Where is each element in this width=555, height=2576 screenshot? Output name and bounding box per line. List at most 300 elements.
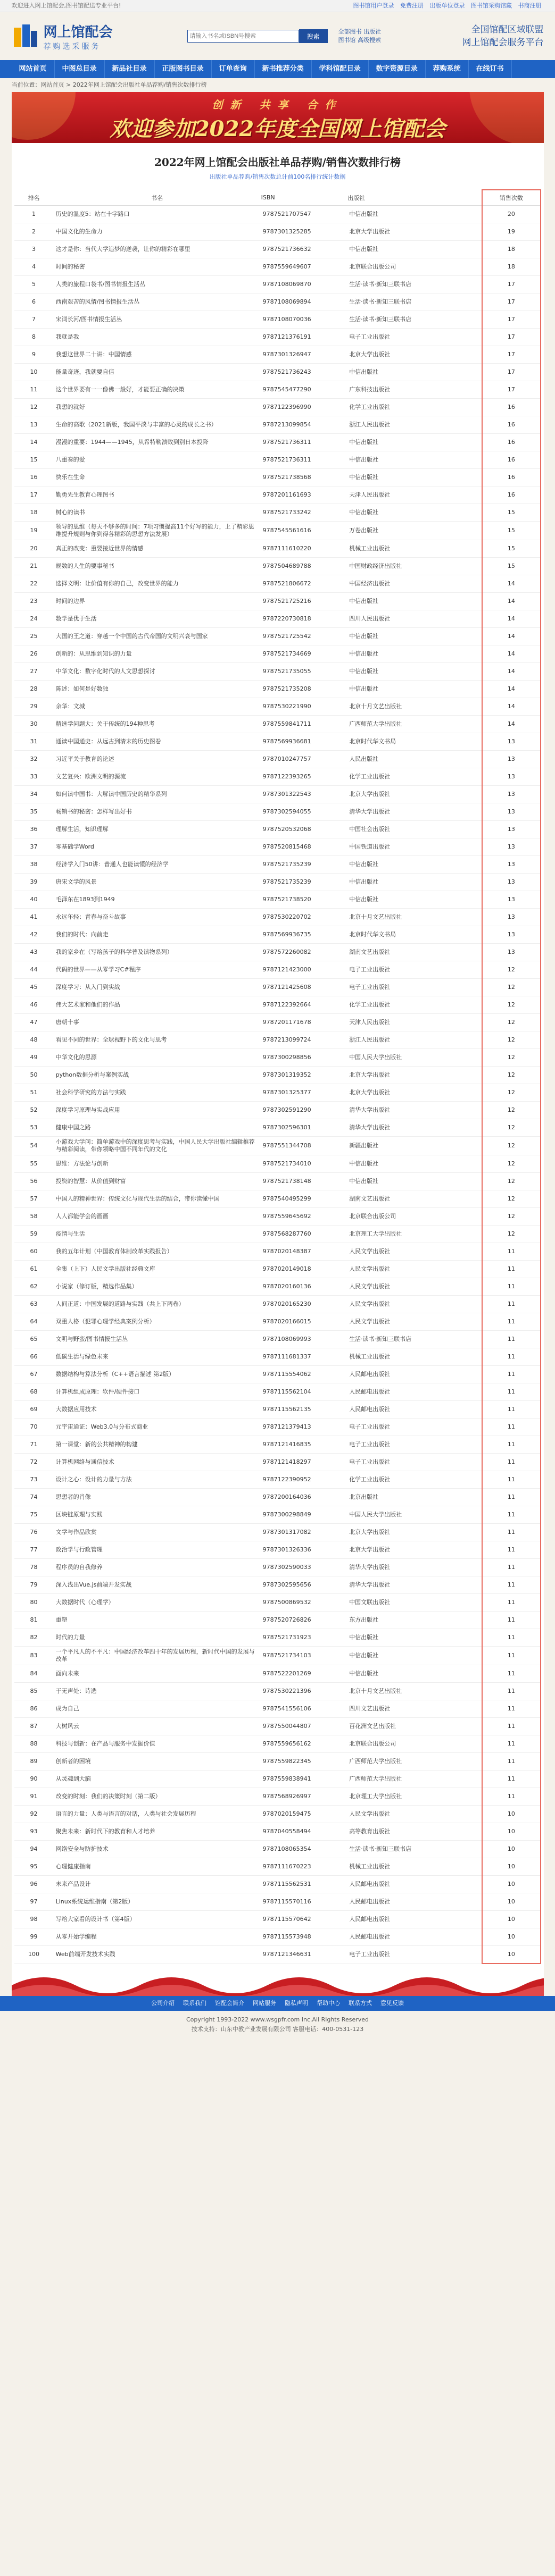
cell-publisher: 广西师范大学出版社 (347, 1771, 444, 1788)
cell-publisher: 北京出版社 (347, 1489, 444, 1506)
header-slogan (462, 23, 544, 49)
table-row (14, 698, 541, 716)
ranking-table (14, 189, 541, 1964)
cell-title[interactable]: 大国的王之道：穿越一个中国的古代帝国的文明兴衰与国家 (54, 628, 261, 645)
cell-publisher: 中国社会出版社 (347, 821, 444, 838)
page-title: 2022年网上馆配会出版社单品荐购/销售次数排行榜 (154, 156, 401, 169)
footer-link-6[interactable]: 联系方式 (349, 2000, 372, 2007)
table-row (14, 1383, 541, 1401)
site-logo[interactable] (12, 21, 171, 52)
cell-title[interactable]: 经济学入门50讲：普通人也能读懂的经济学 (54, 856, 261, 874)
cell-publisher: 人民邮电出版社 (347, 1876, 444, 1893)
cell-gap (444, 1067, 482, 1084)
cell-publisher: 中信出版社 (347, 681, 444, 698)
table-row (14, 241, 541, 258)
cell-isbn: 9787302590033 (261, 1559, 347, 1576)
cell-title[interactable]: 代码的世界——从零学习C#程序 (54, 961, 261, 979)
top-link-publisher-login[interactable]: 出版单位登录 (429, 2, 465, 9)
cell-title[interactable]: 规数的人生的要事秘书 (54, 558, 261, 575)
cell-title[interactable]: 我们的时代：向前走 (54, 926, 261, 944)
cell-title[interactable]: 生命的高歌（2021新版，我国平淡与丰富的心灵的成长之书） (54, 416, 261, 434)
cell-rank: 58 (14, 1208, 54, 1226)
quick-link-all[interactable]: 全部图书 (338, 28, 362, 35)
cell-title[interactable]: 漫漫的重要：1944——1945，从希特勒溃败到别日本投降 (54, 434, 261, 451)
cell-title[interactable]: 面向未来 (54, 1665, 261, 1683)
cell-title[interactable]: 计算机组成原理：软件/硬件接口 (54, 1383, 261, 1401)
cell-title[interactable]: 理解生活，知识理解 (54, 821, 261, 838)
table-row (14, 891, 541, 909)
cell-gap (444, 1243, 482, 1261)
cell-rank: 18 (14, 504, 54, 522)
cell-isbn: 9787122390952 (261, 1471, 347, 1489)
cell-publisher: 生活·读书·新知三联书店 (347, 293, 444, 311)
cell-publisher: 北京十月文艺出版社 (347, 909, 444, 926)
search-button[interactable]: 搜索 (299, 29, 328, 43)
cell-sales: 14 (482, 698, 540, 716)
table-row (14, 1735, 541, 1753)
cell-publisher: 清华大学出版社 (347, 1576, 444, 1594)
cell-sales: 10 (482, 1858, 540, 1876)
cell-publisher: 中信出版社 (347, 1173, 444, 1190)
cell-title[interactable]: 元宇宙通证：Web3.0与分布式商业 (54, 1419, 261, 1436)
cell-sales: 13 (482, 874, 540, 891)
cell-title[interactable]: 中华文化的思源 (54, 1049, 261, 1067)
cell-gap (444, 1049, 482, 1067)
cell-publisher: 人民文学出版社 (347, 1296, 444, 1313)
quick-link-library[interactable]: 图书馆 (338, 37, 356, 44)
cell-title[interactable]: 小说家（修订版，精选作品集） (54, 1278, 261, 1296)
table-row (14, 1348, 541, 1366)
nav-item-9[interactable]: 在线订书 (469, 60, 512, 78)
cell-isbn: 9787020149018 (261, 1261, 347, 1278)
cell-title[interactable]: 勤勇先生教育心理图书 (54, 486, 261, 504)
cell-rank: 28 (14, 681, 54, 698)
cell-gap (444, 223, 482, 241)
table-row (14, 944, 541, 961)
footer-link-0[interactable]: 公司介绍 (151, 2000, 175, 2007)
cell-isbn: 9787541556106 (261, 1700, 347, 1718)
cell-title[interactable]: 时间的边界 (54, 593, 261, 610)
cell-title[interactable]: 社会科学研究的方法与实践 (54, 1084, 261, 1102)
cell-sales: 20 (482, 206, 540, 223)
cell-title[interactable]: 人类的旅程口袋书/图书情报生活丛 (54, 276, 261, 293)
cell-title[interactable]: 数学是优于生活 (54, 610, 261, 628)
cell-gap (444, 1718, 482, 1735)
cell-title[interactable]: 唐朝十事 (54, 1014, 261, 1031)
cell-sales: 11 (482, 1718, 540, 1735)
table-row (14, 1576, 541, 1594)
nav-item-8[interactable]: 荐购系统 (426, 60, 469, 78)
table-row (14, 540, 541, 558)
cell-title[interactable]: 我想的就好 (54, 399, 261, 416)
cell-isbn: 9787301322543 (261, 786, 347, 803)
cell-title[interactable]: 区块链原理与实践 (54, 1506, 261, 1524)
cell-sales: 10 (482, 1823, 540, 1841)
cell-isbn: 9787121379413 (261, 1419, 347, 1436)
cell-publisher: 电子工业出版社 (347, 1436, 444, 1454)
table-row (14, 1683, 541, 1700)
cell-title[interactable]: 历史的温度5：站在十字路口 (54, 206, 261, 223)
cell-sales: 15 (482, 522, 540, 540)
cell-title[interactable]: 中华文化：数字化时代的人文思想探讨 (54, 663, 261, 681)
table-row (14, 1014, 541, 1031)
cell-title[interactable]: 深度学习：从入门到实战 (54, 979, 261, 996)
footer-link-7[interactable]: 意见反馈 (380, 2000, 404, 2007)
cell-sales: 11 (482, 1471, 540, 1489)
cell-gap (444, 944, 482, 961)
cell-gap (444, 1190, 482, 1208)
cell-gap (444, 891, 482, 909)
table-row (14, 1771, 541, 1788)
cell-sales: 14 (482, 610, 540, 628)
cell-title[interactable]: 一个平凡人的不平凡：中国经济改革四十年的发展历程，新时代中国的发展与改革 (54, 1647, 261, 1665)
cell-sales: 17 (482, 381, 540, 399)
cell-rank: 59 (14, 1226, 54, 1243)
cell-isbn: 9787020166015 (261, 1313, 347, 1331)
footer-link-1[interactable]: 联系我们 (183, 2000, 206, 2007)
cell-rank: 33 (14, 768, 54, 786)
table-row (14, 1049, 541, 1067)
cell-gap (444, 469, 482, 486)
top-link-library-login[interactable]: 图书馆用户登录 (353, 2, 394, 9)
cell-gap (444, 1208, 482, 1226)
col-sales: 销售次数 (482, 190, 540, 206)
cell-title[interactable]: 看见不同的世界：全球视野下的文化与思考 (54, 1031, 261, 1049)
logo-title: 网上馆配会 (43, 24, 113, 40)
top-link-library-purchase[interactable]: 图书馆采购馆藏 (471, 2, 512, 9)
cell-title[interactable]: 思维：方法论与创新 (54, 1155, 261, 1173)
cell-sales: 13 (482, 733, 540, 751)
cell-publisher: 广东科技出版社 (347, 381, 444, 399)
cell-title[interactable]: 低碳生活与绿色未来 (54, 1348, 261, 1366)
cell-publisher: 天津人民出版社 (347, 1014, 444, 1031)
cell-title[interactable]: 时间的秘密 (54, 258, 261, 276)
cell-title[interactable]: 文学与作品欣赏 (54, 1524, 261, 1541)
cell-publisher: 北京大学出版社 (347, 346, 444, 364)
cell-title[interactable]: 人人都能学会的画画 (54, 1208, 261, 1226)
cell-title[interactable]: 健康中国之路 (54, 1119, 261, 1137)
cell-gap (444, 698, 482, 716)
cell-title[interactable]: python数据分析与案例实战 (54, 1067, 261, 1084)
cell-title[interactable]: 这才是你：当代大学追梦的逆袭，让你的精彩在哪里 (54, 241, 261, 258)
cell-title[interactable]: 领导的思维（每天不够多的时间：7项习惯提高11个好写的能力，上了精彩思维提升规则与你到得各精彩的思想方法发展） (54, 522, 261, 540)
cell-title[interactable]: 我的家乡在（写给孩子的科学普及读物系列） (54, 944, 261, 961)
cell-gap (444, 434, 482, 451)
nav-item-7[interactable]: 数字资源目录 (369, 60, 426, 78)
cell-publisher: 电子工业出版社 (347, 979, 444, 996)
cell-publisher: 中信出版社 (347, 1155, 444, 1173)
cell-title[interactable]: 通读中国通史：从远古到清末的历史图卷 (54, 733, 261, 751)
cell-rank: 65 (14, 1331, 54, 1348)
cell-gap (444, 540, 482, 558)
cell-title[interactable]: 计算机网络与通信技术 (54, 1454, 261, 1471)
cell-title[interactable]: 人间正道：中国发展的道路与实践（共上下两卷） (54, 1296, 261, 1313)
cell-title[interactable]: 写给大家看的设计书（第4版） (54, 1911, 261, 1928)
cell-title[interactable]: 科技与创新：在产品与服务中发掘价值 (54, 1735, 261, 1753)
cell-isbn: 9787201161693 (261, 486, 347, 504)
cell-title[interactable]: 全集（上下）人民文学出版社经典文库 (54, 1261, 261, 1278)
cell-title[interactable]: 投资的智慧：从价值到财富 (54, 1173, 261, 1190)
cell-rank: 63 (14, 1296, 54, 1313)
cell-title[interactable]: 从零开始学编程 (54, 1928, 261, 1946)
table-row (14, 1665, 541, 1683)
cell-isbn: 9787551344708 (261, 1137, 347, 1155)
cell-gap (444, 874, 482, 891)
cell-title[interactable]: 中国人的精神世界：传统文化与现代生活的结合，带你读懂中国 (54, 1190, 261, 1208)
table-row (14, 364, 541, 381)
cell-sales: 11 (482, 1348, 540, 1366)
cell-rank: 70 (14, 1419, 54, 1436)
nav-item-2[interactable]: 新品社目录 (105, 60, 155, 78)
table-row (14, 504, 541, 522)
cell-publisher: 机械工业出版社 (347, 1348, 444, 1366)
cell-title[interactable]: 畅销书的秘密：怎样写出好书 (54, 803, 261, 821)
cell-title[interactable]: 文明与野蛮/图书情报生活丛 (54, 1331, 261, 1348)
cell-sales: 11 (482, 1541, 540, 1559)
cell-title[interactable]: 第一课堂：新的公共精神的构建 (54, 1436, 261, 1454)
cell-title[interactable]: 永远年轻：青春与奋斗故事 (54, 909, 261, 926)
quick-link-advanced[interactable]: 高级搜索 (358, 37, 381, 44)
footer-link-2[interactable]: 馆配会简介 (215, 2000, 244, 2007)
cell-title[interactable]: 毛泽东在1893到1949 (54, 891, 261, 909)
table-row (14, 979, 541, 996)
nav-item-0[interactable]: 网站首页 (12, 60, 55, 78)
table-row (14, 628, 541, 645)
cell-rank: 86 (14, 1700, 54, 1718)
cell-sales: 11 (482, 1261, 540, 1278)
cell-gap (444, 1348, 482, 1366)
cell-isbn: 9787521725216 (261, 593, 347, 610)
cell-isbn: 9787559841711 (261, 716, 347, 733)
cell-title[interactable]: 中国文化的生命力 (54, 223, 261, 241)
cell-sales: 11 (482, 1366, 540, 1383)
cell-title[interactable]: 改变的时刻：我们的决策时刻（第二版） (54, 1788, 261, 1806)
table-row (14, 1226, 541, 1243)
cell-publisher: 北京大学出版社 (347, 1541, 444, 1559)
cell-isbn: 9787121346631 (261, 1946, 347, 1964)
cell-title[interactable]: 我想这世界二十讲：中国情感 (54, 346, 261, 364)
cell-title[interactable]: 语言的力量：人类与语言的对话，人类与社会发展历程 (54, 1806, 261, 1823)
cell-title[interactable]: 我就是我 (54, 329, 261, 346)
cell-publisher: 浙江人民出版社 (347, 416, 444, 434)
cell-sales: 10 (482, 1928, 540, 1946)
logo-icon (12, 22, 39, 50)
cell-publisher: 北京大学出版社 (347, 223, 444, 241)
cell-sales: 11 (482, 1243, 540, 1261)
cell-sales: 11 (482, 1454, 540, 1471)
cell-title[interactable]: 未来产品设计 (54, 1876, 261, 1893)
nav-item-5[interactable]: 新书推荐分类 (255, 60, 312, 78)
cell-rank: 1 (14, 206, 54, 223)
cell-title[interactable]: 重塑 (54, 1612, 261, 1629)
cell-gap (444, 1683, 482, 1700)
cell-title[interactable]: 如何读中国书：大解读中国历史的精华系列 (54, 786, 261, 803)
cell-isbn: 9787559822345 (261, 1753, 347, 1771)
footer-link-4[interactable]: 隐私声明 (285, 2000, 308, 2007)
cell-gap (444, 1419, 482, 1436)
nav-item-6[interactable]: 学科馆配目录 (312, 60, 369, 78)
cell-isbn: 9787108069870 (261, 276, 347, 293)
cell-title[interactable]: 快乐在生命 (54, 469, 261, 486)
cell-publisher: 电子工业出版社 (347, 329, 444, 346)
cell-title[interactable]: 精选学问题大：关于传统的194种思考 (54, 716, 261, 733)
cell-gap (444, 558, 482, 575)
search-input[interactable] (187, 30, 299, 43)
cell-title[interactable]: 选择文明：让价值有你的自己，改变世界的能力 (54, 575, 261, 593)
cell-rank: 45 (14, 979, 54, 996)
top-link-register[interactable]: 免费注册 (400, 2, 424, 9)
footer-nav (0, 1996, 555, 2011)
cell-sales: 13 (482, 803, 540, 821)
cell-title[interactable]: 政治学与行政管理 (54, 1541, 261, 1559)
cell-title[interactable]: 疫情与生活 (54, 1226, 261, 1243)
cell-rank: 100 (14, 1946, 54, 1964)
cell-title[interactable]: 我的五年计划（中国教育体制改革实践报告） (54, 1243, 261, 1261)
cell-rank: 78 (14, 1559, 54, 1576)
table-row (14, 1208, 541, 1226)
table-row (14, 1190, 541, 1208)
nav-item-3[interactable]: 正版图书目录 (155, 60, 212, 78)
cell-sales: 11 (482, 1331, 540, 1348)
cell-title[interactable]: 从灵魂到大脑 (54, 1771, 261, 1788)
cell-publisher: 北京理工大学出版社 (347, 1788, 444, 1806)
cell-title[interactable]: 时代的力量 (54, 1629, 261, 1647)
cell-gap (444, 1559, 482, 1576)
cell-gap (444, 979, 482, 996)
cell-publisher: 清华大学出版社 (347, 803, 444, 821)
cell-isbn: 9787500869532 (261, 1594, 347, 1612)
cell-publisher: 北京大学出版社 (347, 1084, 444, 1102)
cell-title[interactable]: 创新者的困境 (54, 1753, 261, 1771)
cell-title[interactable]: 树心的读书 (54, 504, 261, 522)
cell-title[interactable]: 创新的：从思维到知识的力量 (54, 645, 261, 663)
cell-sales: 13 (482, 909, 540, 926)
cell-isbn: 9787550044807 (261, 1718, 347, 1735)
cell-isbn: 9787301325285 (261, 223, 347, 241)
cell-title[interactable]: 双重人格（犯罪心理学经典案例分析） (54, 1313, 261, 1331)
cell-rank: 26 (14, 645, 54, 663)
cell-title[interactable]: 宋词长河/图书情报生活丛 (54, 311, 261, 329)
footer-link-3[interactable]: 网站服务 (253, 2000, 276, 2007)
logo-subtitle: 荐购选采服务 (43, 42, 101, 51)
nav-item-1[interactable]: 中图总目录 (55, 60, 105, 78)
cell-rank: 77 (14, 1541, 54, 1559)
cell-publisher: 中信出版社 (347, 874, 444, 891)
cell-gap (444, 522, 482, 540)
cell-title[interactable]: 能量奇迹，我就要自信 (54, 364, 261, 381)
cell-sales: 12 (482, 1173, 540, 1190)
cell-title[interactable]: 零基础学Word (54, 838, 261, 856)
cell-isbn: 9787545477290 (261, 381, 347, 399)
cell-title[interactable]: 聚焦未来：新时代下的教育和人才培养 (54, 1823, 261, 1841)
cell-title[interactable]: 于无声处：诗选 (54, 1683, 261, 1700)
cell-rank: 44 (14, 961, 54, 979)
cell-title[interactable]: 唐宋文学的风景 (54, 874, 261, 891)
cell-title[interactable]: 大树风云 (54, 1718, 261, 1735)
cell-sales: 14 (482, 593, 540, 610)
cell-title[interactable]: 设计之心：设计的力量与方法 (54, 1471, 261, 1489)
cell-gap (444, 1612, 482, 1629)
cell-sales: 12 (482, 1031, 540, 1049)
cell-publisher: 中信出版社 (347, 1629, 444, 1647)
footer-link-5[interactable]: 帮助中心 (317, 2000, 340, 2007)
breadcrumb: 当前位置：网站首页 > 2022年网上馆配会出版社单品荐购/销售次数排行榜 (11, 81, 207, 88)
cell-title[interactable]: 网络安全与防护技术 (54, 1841, 261, 1858)
cell-title[interactable]: 余华：文城 (54, 698, 261, 716)
cell-sales: 17 (482, 346, 540, 364)
cell-isbn: 9787121376191 (261, 329, 347, 346)
cell-title[interactable]: 这个世界要有一一像佛一般好，才能要正确的决策 (54, 381, 261, 399)
cell-rank: 40 (14, 891, 54, 909)
cell-rank: 97 (14, 1893, 54, 1911)
cell-publisher: 广西师范大学出版社 (347, 716, 444, 733)
cell-title[interactable]: 文艺复兴：欧洲文明的源流 (54, 768, 261, 786)
cell-title[interactable]: 真正的改变：重要接近世界的情感 (54, 540, 261, 558)
cell-title[interactable]: 深入浅出Vue.js前端开发实战 (54, 1576, 261, 1594)
cell-rank: 74 (14, 1489, 54, 1506)
cell-rank: 6 (14, 293, 54, 311)
table-row (14, 1084, 541, 1102)
cell-rank: 39 (14, 874, 54, 891)
cell-title[interactable]: 大数据应用技术 (54, 1401, 261, 1419)
table-row (14, 733, 541, 751)
table-row (14, 1296, 541, 1313)
cell-isbn: 9787572260082 (261, 944, 347, 961)
quick-link-publisher[interactable]: 出版社 (363, 28, 381, 35)
cell-title[interactable]: 习近平关于教育的论述 (54, 751, 261, 768)
cell-title[interactable]: 数据结构与算法分析（C++语言描述 第2版） (54, 1366, 261, 1383)
table-row (14, 681, 541, 698)
table-row (14, 558, 541, 575)
table-row (14, 1137, 541, 1155)
cell-title[interactable]: 程序员的自我修养 (54, 1559, 261, 1576)
cell-publisher: 北京时代华文书局 (347, 733, 444, 751)
top-link-dealer-register[interactable]: 书商注册 (518, 2, 542, 9)
cell-rank: 32 (14, 751, 54, 768)
cell-sales: 11 (482, 1788, 540, 1806)
cell-gap (444, 1366, 482, 1383)
nav-item-4[interactable]: 订单查询 (212, 60, 255, 78)
cell-title[interactable]: Web前端开发技术实践 (54, 1946, 261, 1964)
cell-isbn: 9787521731923 (261, 1629, 347, 1647)
cell-title[interactable]: 成为自己 (54, 1700, 261, 1718)
table-row (14, 1031, 541, 1049)
cell-title[interactable]: Linux系统运维指南（第2版） (54, 1893, 261, 1911)
cell-title[interactable]: 深度学习原理与实战应用 (54, 1102, 261, 1119)
cell-title[interactable]: 小游戏大学问：简单游戏中的深度思考与实践，中国人民大学出版社编辑推荐与精彩阅读，带你领略中国不同年代的文化 (54, 1137, 261, 1155)
cell-sales: 11 (482, 1771, 540, 1788)
cell-title[interactable]: 八重奏的爱 (54, 451, 261, 469)
cell-title[interactable]: 大数据时代（心理学） (54, 1594, 261, 1612)
cell-title[interactable]: 心理健康指南 (54, 1858, 261, 1876)
cell-sales: 16 (482, 416, 540, 434)
cell-gap (444, 803, 482, 821)
cell-publisher: 北京时代华文书局 (347, 926, 444, 944)
cell-gap (444, 1946, 482, 1964)
cell-publisher: 人民邮电出版社 (347, 1383, 444, 1401)
table-row (14, 1876, 541, 1893)
cell-title[interactable]: 思想者的肖像 (54, 1489, 261, 1506)
cell-title[interactable]: 西南艰苦的风情/图书情报生活丛 (54, 293, 261, 311)
cell-title[interactable]: 陈述：如何是好数独 (54, 681, 261, 698)
cell-rank: 27 (14, 663, 54, 681)
cell-sales: 11 (482, 1401, 540, 1419)
quick-links (338, 28, 382, 45)
cell-title[interactable]: 伟大艺术家和他们的作品 (54, 996, 261, 1014)
cell-rank: 95 (14, 1858, 54, 1876)
cell-isbn: 9787020165230 (261, 1296, 347, 1313)
cell-isbn: 9787521738148 (261, 1173, 347, 1190)
